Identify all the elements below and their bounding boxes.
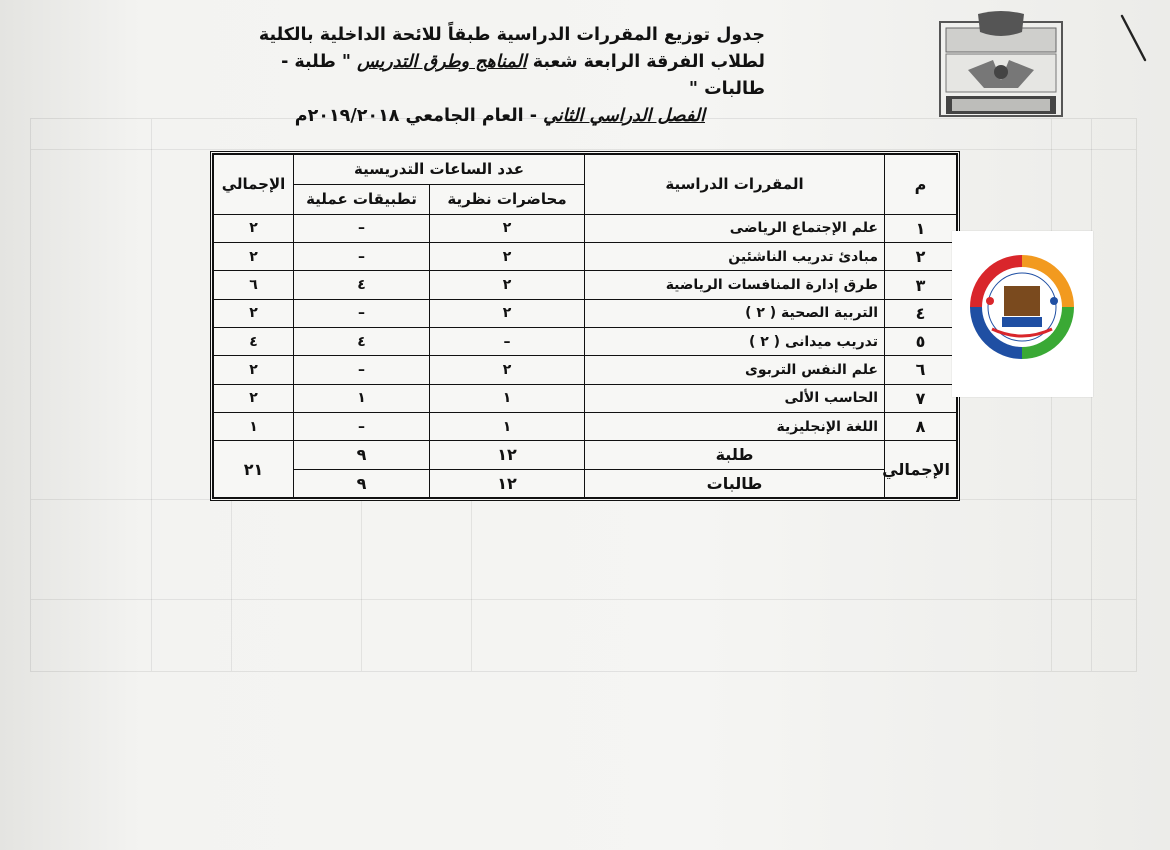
practical-hours: ٤ xyxy=(294,327,430,355)
row-total: ٤ xyxy=(214,327,294,355)
row-total: ٢ xyxy=(214,384,294,412)
row-number: ٦ xyxy=(885,356,957,384)
theory-hours: ٢ xyxy=(430,271,585,299)
table-row xyxy=(214,271,957,299)
row-total: ١ xyxy=(214,412,294,440)
title-line-1: جدول توزيع المقررات الدراسية طبقاً للائحة الداخلية بالكلية xyxy=(258,25,765,45)
table-row xyxy=(214,412,957,440)
header-course: المقررات الدراسية xyxy=(585,155,885,215)
row-number: ١ xyxy=(885,214,957,242)
theory-hours: ٢ xyxy=(430,299,585,327)
table-row xyxy=(214,214,957,242)
row-number: ٧ xyxy=(885,384,957,412)
e-services-portal-logo-icon xyxy=(952,231,1093,397)
course-name: الحاسب الألى xyxy=(585,384,885,412)
academic-year: - العام الجامعي ٢٠١٩/٢٠١٨م xyxy=(294,106,544,126)
female-theory-total: ١٢ xyxy=(430,469,585,497)
practical-hours: – xyxy=(294,412,430,440)
row-total: ٢ xyxy=(214,356,294,384)
schedule-table-frame xyxy=(210,151,960,501)
practical-hours: – xyxy=(294,214,430,242)
theory-hours: ١ xyxy=(430,412,585,440)
theory-hours: – xyxy=(430,327,585,355)
row-number: ٤ xyxy=(885,299,957,327)
table-row xyxy=(214,243,957,271)
specialty-name: المناهج وطرق التدريس xyxy=(357,52,527,72)
row-number: ٥ xyxy=(885,327,957,355)
faculty-seal-icon xyxy=(938,10,1064,118)
theory-hours: ٢ xyxy=(430,243,585,271)
female-label: طالبات xyxy=(585,469,885,497)
title-line-3 xyxy=(245,103,705,130)
theory-hours: ١ xyxy=(430,384,585,412)
grand-total: ٢١ xyxy=(214,441,294,498)
portal-logo-panel xyxy=(952,231,1093,397)
row-number: ٨ xyxy=(885,412,957,440)
totals-row-female xyxy=(214,469,957,497)
header-practical: تطبيقات عملية xyxy=(294,184,430,214)
header-total: الإجمالي xyxy=(214,155,294,215)
male-practical-total: ٩ xyxy=(294,441,430,469)
title-line-2 xyxy=(245,49,765,103)
course-schedule-table xyxy=(213,154,957,498)
practical-hours: ١ xyxy=(294,384,430,412)
header-theory: محاضرات نظرية xyxy=(430,184,585,214)
practical-hours: ٤ xyxy=(294,271,430,299)
document-header xyxy=(245,22,765,130)
totals-label: الإجمالي xyxy=(885,441,957,498)
course-name: علم الإجتماع الرياضى xyxy=(585,214,885,242)
practical-hours: – xyxy=(294,299,430,327)
header-hours-group: عدد الساعات التدريسية xyxy=(294,155,585,185)
header-number: م xyxy=(885,155,957,215)
table-row xyxy=(214,299,957,327)
row-total: ٢ xyxy=(214,299,294,327)
table-row xyxy=(214,327,957,355)
female-practical-total: ٩ xyxy=(294,469,430,497)
title-line-2-suffix: " طلبة - طالبات " xyxy=(281,52,765,99)
totals-row-male xyxy=(214,441,957,469)
course-name: تدريب ميدانى ( ٢ ) xyxy=(585,327,885,355)
course-name: مبادئ تدريب الناشئين xyxy=(585,243,885,271)
course-name: طرق إدارة المنافسات الرياضية xyxy=(585,271,885,299)
term-name: الفصل الدراسي الثاني xyxy=(543,106,705,126)
pen-mark-icon xyxy=(1118,14,1148,62)
table-row xyxy=(214,356,957,384)
header-row-1 xyxy=(214,155,957,185)
course-name: علم النفس التربوى xyxy=(585,356,885,384)
row-number: ٢ xyxy=(885,243,957,271)
course-name: التربية الصحية ( ٢ ) xyxy=(585,299,885,327)
table-row xyxy=(214,384,957,412)
practical-hours: – xyxy=(294,356,430,384)
theory-hours: ٢ xyxy=(430,214,585,242)
row-total: ٢ xyxy=(214,243,294,271)
row-total: ٢ xyxy=(214,214,294,242)
course-name: اللغة الإنجليزية xyxy=(585,412,885,440)
row-total: ٦ xyxy=(214,271,294,299)
title-line-2-prefix: لطلاب الفرقة الرابعة شعبة xyxy=(526,52,765,72)
theory-hours: ٢ xyxy=(430,356,585,384)
row-number: ٣ xyxy=(885,271,957,299)
male-theory-total: ١٢ xyxy=(430,441,585,469)
practical-hours: – xyxy=(294,243,430,271)
male-label: طلبة xyxy=(585,441,885,469)
